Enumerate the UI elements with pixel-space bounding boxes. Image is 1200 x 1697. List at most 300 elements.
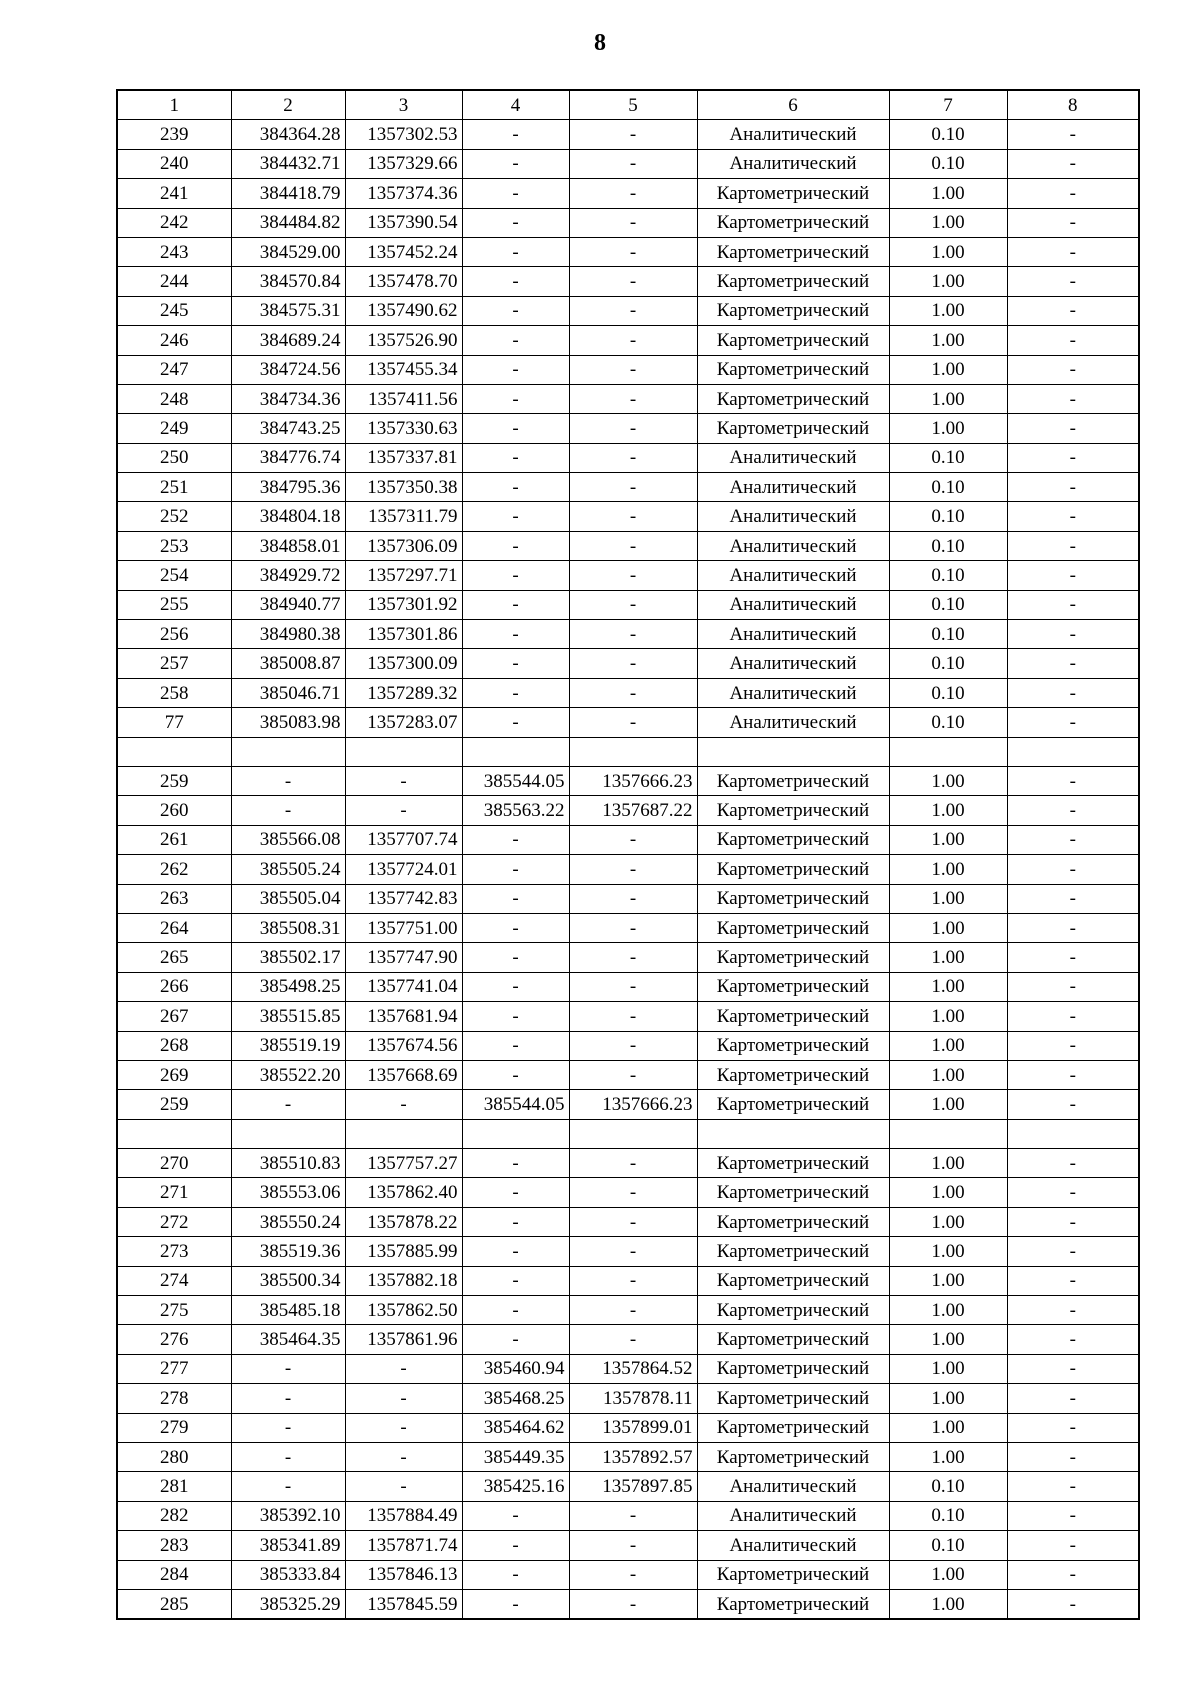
accuracy-cell: 1.00 [889,825,1007,854]
description-cell: - [1007,855,1139,884]
point-number-cell: 283 [117,1531,231,1560]
point-number-cell: 239 [117,120,231,149]
point-number-cell: 276 [117,1325,231,1354]
description-cell: - [1007,1384,1139,1413]
accuracy-cell: 1.00 [889,855,1007,884]
y-new-cell: - [569,1531,697,1560]
description-cell: - [1007,120,1139,149]
table-header-row [117,90,1139,120]
y-new-cell: - [569,825,697,854]
accuracy-cell: 1.00 [889,1149,1007,1178]
method-cell [697,737,889,766]
x-coordinate-cell [231,737,345,766]
x-coordinate-cell: 384743.25 [231,414,345,443]
point-number-cell: 249 [117,414,231,443]
accuracy-cell: 1.00 [889,1354,1007,1383]
accuracy-cell: 1.00 [889,1002,1007,1031]
accuracy-cell: 1.00 [889,1296,1007,1325]
x-coordinate-cell: 385510.83 [231,1149,345,1178]
y-coordinate-cell: 1357747.90 [345,943,462,972]
accuracy-cell: 1.00 [889,355,1007,384]
x-coordinate-cell: 385566.08 [231,825,345,854]
x-new-cell: - [462,531,569,560]
y-new-cell: - [569,531,697,560]
table-row [117,620,1139,649]
point-number-cell: 266 [117,972,231,1001]
table-row [117,1149,1139,1178]
point-number-cell: 242 [117,208,231,237]
x-new-cell: - [462,825,569,854]
table-row [117,1442,1139,1471]
y-new-cell: - [569,1296,697,1325]
x-new-cell: 385468.25 [462,1384,569,1413]
point-number-cell: 240 [117,149,231,178]
x-new-cell: - [462,590,569,619]
description-cell: - [1007,384,1139,413]
method-cell: Аналитический [697,1501,889,1530]
description-cell: - [1007,296,1139,325]
method-cell: Картометрический [697,943,889,972]
method-cell: Картометрический [697,1060,889,1089]
y-coordinate-cell: 1357845.59 [345,1589,462,1619]
accuracy-cell: 1.00 [889,913,1007,942]
table-row [117,1002,1139,1031]
description-cell: - [1007,502,1139,531]
x-coordinate-cell: - [231,1090,345,1119]
x-coordinate-cell: 385505.04 [231,884,345,913]
table-row [117,208,1139,237]
y-new-cell: - [569,1149,697,1178]
description-cell: - [1007,884,1139,913]
x-new-cell: - [462,1589,569,1619]
x-coordinate-cell: 384364.28 [231,120,345,149]
x-coordinate-cell: 385500.34 [231,1266,345,1295]
y-coordinate-cell: 1357751.00 [345,913,462,942]
y-coordinate-cell: - [345,796,462,825]
x-coordinate-cell: - [231,766,345,795]
x-coordinate-cell: 385553.06 [231,1178,345,1207]
method-cell: Картометрический [697,179,889,208]
accuracy-cell: 1.00 [889,237,1007,266]
point-number-cell: 275 [117,1296,231,1325]
x-coordinate-cell: 384575.31 [231,296,345,325]
x-coordinate-cell: 385519.19 [231,1031,345,1060]
method-cell: Картометрический [697,1207,889,1236]
table-row [117,1207,1139,1236]
accuracy-cell: 0.10 [889,620,1007,649]
x-new-cell [462,737,569,766]
description-cell: - [1007,678,1139,707]
y-new-cell: 1357687.22 [569,796,697,825]
description-cell: - [1007,473,1139,502]
method-cell: Картометрический [697,796,889,825]
table-row [117,884,1139,913]
x-coordinate-cell: 385502.17 [231,943,345,972]
x-coordinate-cell: 385008.87 [231,649,345,678]
table-row [117,267,1139,296]
description-cell: - [1007,1472,1139,1501]
y-coordinate-cell: 1357306.09 [345,531,462,560]
description-cell: - [1007,1090,1139,1119]
point-number-cell: 244 [117,267,231,296]
accuracy-cell: 0.10 [889,561,1007,590]
accuracy-cell: 0.10 [889,590,1007,619]
table-row [117,855,1139,884]
description-cell: - [1007,1178,1139,1207]
point-number-cell: 258 [117,678,231,707]
accuracy-cell: 0.10 [889,1501,1007,1530]
x-new-cell: - [462,1031,569,1060]
x-new-cell: - [462,1237,569,1266]
x-new-cell: - [462,120,569,149]
description-cell: - [1007,1237,1139,1266]
method-cell: Аналитический [697,620,889,649]
point-number-cell: 257 [117,649,231,678]
table-row [117,443,1139,472]
table-row [117,1178,1139,1207]
y-new-cell: - [569,620,697,649]
accuracy-cell: 1.00 [889,1266,1007,1295]
coordinates-table [116,89,1140,1620]
y-coordinate-cell: 1357289.32 [345,678,462,707]
x-coordinate-cell: 385485.18 [231,1296,345,1325]
table-row [117,326,1139,355]
table-row [117,678,1139,707]
method-cell: Картометрический [697,267,889,296]
y-new-cell: - [569,590,697,619]
method-cell: Картометрический [697,1178,889,1207]
method-cell: Картометрический [697,1560,889,1589]
description-cell: - [1007,326,1139,355]
y-new-cell: 1357666.23 [569,1090,697,1119]
x-new-cell: - [462,1325,569,1354]
method-cell: Аналитический [697,561,889,590]
y-coordinate-cell: - [345,1442,462,1471]
description-cell [1007,737,1139,766]
method-cell: Картометрический [697,884,889,913]
method-cell: Аналитический [697,120,889,149]
y-coordinate-cell: 1357878.22 [345,1207,462,1236]
x-coordinate-cell: 385519.36 [231,1237,345,1266]
table-row [117,296,1139,325]
accuracy-cell: 1.00 [889,1560,1007,1589]
y-coordinate-cell: 1357742.83 [345,884,462,913]
description-cell: - [1007,766,1139,795]
x-coordinate-cell: 384858.01 [231,531,345,560]
point-number-cell: 265 [117,943,231,972]
y-coordinate-cell: - [345,766,462,795]
point-number-cell [117,1119,231,1148]
column-header: 7 [889,90,1007,120]
x-coordinate-cell: 385325.29 [231,1589,345,1619]
point-number-cell: 272 [117,1207,231,1236]
table-row [117,237,1139,266]
x-coordinate-cell: 385508.31 [231,913,345,942]
table-row [117,414,1139,443]
table-row [117,1531,1139,1560]
description-cell: - [1007,414,1139,443]
y-coordinate-cell: 1357300.09 [345,649,462,678]
table-row [117,149,1139,178]
method-cell: Аналитический [697,443,889,472]
x-new-cell: - [462,1060,569,1089]
y-new-cell: - [569,708,697,737]
x-new-cell: - [462,678,569,707]
accuracy-cell: 0.10 [889,1531,1007,1560]
description-cell: - [1007,208,1139,237]
y-coordinate-cell: 1357330.63 [345,414,462,443]
table-row [117,1237,1139,1266]
y-coordinate-cell: 1357311.79 [345,502,462,531]
point-number-cell: 261 [117,825,231,854]
point-number-cell: 267 [117,1002,231,1031]
method-cell: Картометрический [697,1413,889,1442]
method-cell: Картометрический [697,208,889,237]
x-new-cell: 385544.05 [462,766,569,795]
method-cell: Картометрический [697,972,889,1001]
point-number-cell: 277 [117,1354,231,1383]
y-new-cell: - [569,384,697,413]
y-coordinate-cell: 1357302.53 [345,120,462,149]
description-cell [1007,1119,1139,1148]
x-new-cell: - [462,884,569,913]
method-cell: Картометрический [697,296,889,325]
table-row [117,1090,1139,1119]
x-coordinate-cell: 385522.20 [231,1060,345,1089]
x-new-cell: - [462,414,569,443]
description-cell: - [1007,1207,1139,1236]
description-cell: - [1007,1501,1139,1530]
x-new-cell: - [462,620,569,649]
x-coordinate-cell: 384432.71 [231,149,345,178]
y-coordinate-cell: 1357283.07 [345,708,462,737]
table-row [117,1413,1139,1442]
point-number-cell: 253 [117,531,231,560]
point-number-cell: 251 [117,473,231,502]
description-cell: - [1007,1149,1139,1178]
y-new-cell: - [569,473,697,502]
table-row [117,649,1139,678]
table-row [117,1031,1139,1060]
y-coordinate-cell: 1357374.36 [345,179,462,208]
column-header: 8 [1007,90,1139,120]
table-row [117,1589,1139,1619]
table-row [117,1384,1139,1413]
table-row [117,179,1139,208]
y-coordinate-cell: 1357478.70 [345,267,462,296]
y-new-cell: 1357666.23 [569,766,697,795]
accuracy-cell: 1.00 [889,414,1007,443]
y-new-cell: - [569,149,697,178]
x-coordinate-cell: 384940.77 [231,590,345,619]
method-cell: Картометрический [697,414,889,443]
x-new-cell: - [462,1266,569,1295]
column-header: 5 [569,90,697,120]
x-new-cell: - [462,179,569,208]
x-new-cell: - [462,1296,569,1325]
description-cell: - [1007,649,1139,678]
y-coordinate-cell: 1357301.86 [345,620,462,649]
x-coordinate-cell: 384689.24 [231,326,345,355]
accuracy-cell: 1.00 [889,943,1007,972]
y-coordinate-cell [345,737,462,766]
y-coordinate-cell: 1357757.27 [345,1149,462,1178]
y-coordinate-cell: 1357301.92 [345,590,462,619]
accuracy-cell [889,737,1007,766]
x-new-cell: - [462,913,569,942]
method-cell: Аналитический [697,678,889,707]
accuracy-cell: 1.00 [889,1589,1007,1619]
table-row [117,120,1139,149]
method-cell: Картометрический [697,237,889,266]
table-row [117,502,1139,531]
point-number-cell: 256 [117,620,231,649]
y-coordinate-cell: 1357724.01 [345,855,462,884]
x-coordinate-cell: 385464.35 [231,1325,345,1354]
point-number-cell [117,737,231,766]
accuracy-cell: 0.10 [889,473,1007,502]
description-cell: - [1007,1002,1139,1031]
point-number-cell: 269 [117,1060,231,1089]
x-new-cell: - [462,1501,569,1530]
x-coordinate-cell: 384804.18 [231,502,345,531]
accuracy-cell: 0.10 [889,649,1007,678]
x-coordinate-cell: 385392.10 [231,1501,345,1530]
method-cell: Картометрический [697,1354,889,1383]
accuracy-cell: 1.00 [889,1090,1007,1119]
point-number-cell: 247 [117,355,231,384]
y-new-cell [569,737,697,766]
point-number-cell: 274 [117,1266,231,1295]
x-new-cell: - [462,1207,569,1236]
point-number-cell: 263 [117,884,231,913]
y-coordinate-cell: 1357862.40 [345,1178,462,1207]
description-cell: - [1007,972,1139,1001]
x-new-cell: - [462,1531,569,1560]
description-cell: - [1007,590,1139,619]
y-new-cell: - [569,1207,697,1236]
y-new-cell: - [569,502,697,531]
method-cell: Картометрический [697,1266,889,1295]
table-row [117,943,1139,972]
y-coordinate-cell: 1357681.94 [345,1002,462,1031]
y-coordinate-cell: 1357861.96 [345,1325,462,1354]
table-row [117,913,1139,942]
accuracy-cell: 0.10 [889,443,1007,472]
description-cell: - [1007,1266,1139,1295]
x-new-cell: - [462,943,569,972]
accuracy-cell: 1.00 [889,296,1007,325]
accuracy-cell: 1.00 [889,1178,1007,1207]
point-number-cell: 248 [117,384,231,413]
x-coordinate-cell: 384570.84 [231,267,345,296]
accuracy-cell: 1.00 [889,1031,1007,1060]
y-new-cell [569,1119,697,1148]
column-header: 2 [231,90,345,120]
x-new-cell: - [462,855,569,884]
accuracy-cell: 1.00 [889,1207,1007,1236]
method-cell: Картометрический [697,1384,889,1413]
description-cell: - [1007,1354,1139,1383]
accuracy-cell: 1.00 [889,208,1007,237]
y-coordinate-cell: 1357526.90 [345,326,462,355]
x-coordinate-cell: 385498.25 [231,972,345,1001]
method-cell: Картометрический [697,384,889,413]
accuracy-cell: 0.10 [889,149,1007,178]
y-new-cell: - [569,943,697,972]
x-new-cell: - [462,237,569,266]
y-coordinate-cell: 1357350.38 [345,473,462,502]
point-number-cell: 284 [117,1560,231,1589]
description-cell: - [1007,237,1139,266]
point-number-cell: 245 [117,296,231,325]
point-number-cell: 264 [117,913,231,942]
y-coordinate-cell: - [345,1413,462,1442]
description-cell: - [1007,1589,1139,1619]
accuracy-cell: 1.00 [889,1325,1007,1354]
x-new-cell: - [462,473,569,502]
x-coordinate-cell: 385046.71 [231,678,345,707]
accuracy-cell: 1.00 [889,1384,1007,1413]
y-new-cell: - [569,208,697,237]
table-row [117,473,1139,502]
point-number-cell: 260 [117,796,231,825]
y-new-cell: - [569,296,697,325]
y-new-cell: - [569,326,697,355]
x-new-cell: - [462,561,569,590]
x-coordinate-cell: - [231,1472,345,1501]
description-cell: - [1007,1296,1139,1325]
y-coordinate-cell: 1357411.56 [345,384,462,413]
accuracy-cell: 1.00 [889,884,1007,913]
description-cell: - [1007,531,1139,560]
table-row [117,1296,1139,1325]
point-number-cell: 252 [117,502,231,531]
y-coordinate-cell: 1357452.24 [345,237,462,266]
x-new-cell: - [462,502,569,531]
y-new-cell: - [569,414,697,443]
y-new-cell: - [569,355,697,384]
description-cell: - [1007,796,1139,825]
point-number-cell: 262 [117,855,231,884]
x-new-cell: - [462,1178,569,1207]
column-header: 3 [345,90,462,120]
y-coordinate-cell: - [345,1354,462,1383]
accuracy-cell: 1.00 [889,179,1007,208]
y-new-cell: 1357892.57 [569,1442,697,1471]
y-new-cell: - [569,1560,697,1589]
table-row [117,825,1139,854]
x-new-cell: - [462,208,569,237]
accuracy-cell: 1.00 [889,1060,1007,1089]
point-number-cell: 282 [117,1501,231,1530]
x-new-cell: - [462,708,569,737]
y-coordinate-cell: 1357885.99 [345,1237,462,1266]
method-cell: Картометрический [697,1090,889,1119]
y-new-cell: - [569,1501,697,1530]
y-coordinate-cell: 1357707.74 [345,825,462,854]
description-cell: - [1007,1031,1139,1060]
x-coordinate-cell: 384529.00 [231,237,345,266]
x-new-cell: - [462,296,569,325]
y-coordinate-cell: - [345,1384,462,1413]
method-cell: Аналитический [697,1531,889,1560]
y-new-cell: - [569,1060,697,1089]
method-cell: Аналитический [697,1472,889,1501]
x-new-cell: - [462,649,569,678]
method-cell: Картометрический [697,1031,889,1060]
table-row [117,1560,1139,1589]
